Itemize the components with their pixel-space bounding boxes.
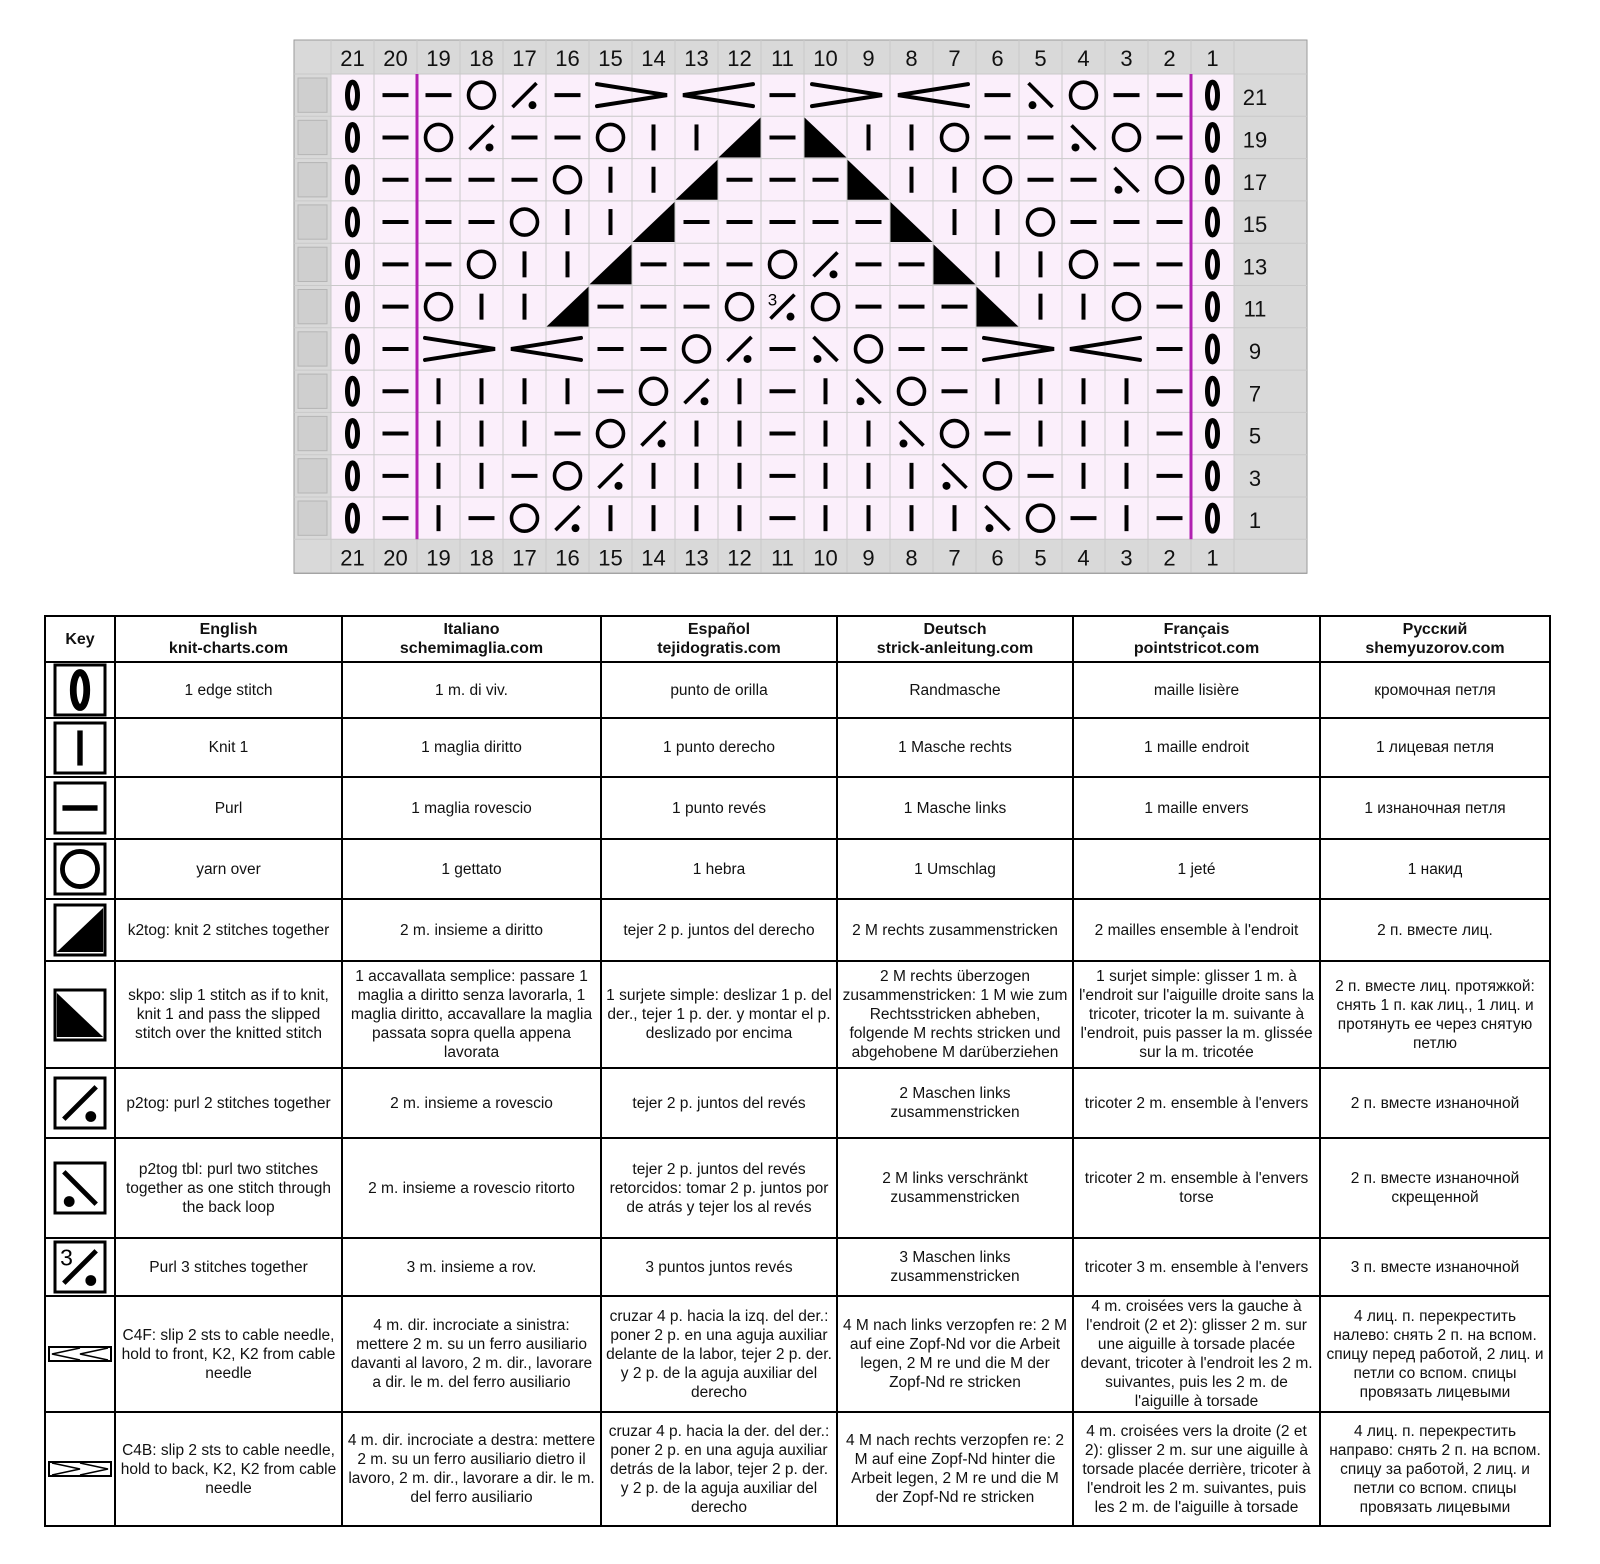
row-number: 7 <box>1248 381 1262 407</box>
key-header-text: English <box>199 621 258 638</box>
key-description-cell: 1 Umschlag <box>837 839 1073 899</box>
key-symbol-cell <box>45 839 115 899</box>
row-number: 9 <box>1248 338 1262 364</box>
column-number-bottom: 1 <box>1206 545 1219 571</box>
column-number-bottom: 6 <box>991 545 1004 571</box>
key-row <box>45 718 1550 777</box>
key-description-cell: 4 лиц. п. перекрестить налево: снять 2 п. на вспом. спицу перед работой, 2 лиц. и петли со вспом. спицы провязать лицевыми <box>1320 1296 1550 1412</box>
svg-text:3: 3 <box>60 1244 73 1271</box>
key-description-cell: tejer 2 p. juntos del revés retorcidos: tomar 2 p. juntos por de atrás y tejer los al revés <box>601 1138 837 1238</box>
key-header-text: Français <box>1163 621 1230 638</box>
key-symbol-cell <box>45 1068 115 1138</box>
key-description-cell: 3 Maschen links zusammenstricken <box>837 1238 1073 1296</box>
key-description-cell: 4 лиц. п. перекрестить направо: снять 2 п. на вспом. спицу за работой, 2 лиц. и петли со вспом. спицы провязать лицевыми <box>1320 1412 1550 1526</box>
key-description-cell: 2 M links verschränkt zusammenstricken <box>837 1138 1073 1238</box>
key-description-cell: skpo: slip 1 stitch as if to knit, knit 1 and pass the slipped stitch over the knitted stitch <box>115 961 342 1068</box>
row-number: 11 <box>1243 296 1267 322</box>
symbol-key-table <box>44 615 1551 1527</box>
column-number-bottom: 8 <box>905 545 918 571</box>
key-description-cell: Purl <box>115 777 342 839</box>
row-number: 19 <box>1242 127 1268 153</box>
column-number-top: 9 <box>862 46 875 71</box>
key-description-cell: 1 surjet simple: glisser 1 m. à l'endroit sur l'aiguille droite sans la tricoter, tricoter la m. suivante à l'endroit, puis passer la m. glissée sur la m. tricotée <box>1073 961 1320 1068</box>
column-number-top: 19 <box>426 46 451 71</box>
column-number-bottom: 11 <box>771 545 794 571</box>
key-header-text: strick-anleitung.com <box>876 640 1034 657</box>
key-row <box>45 662 1550 718</box>
column-number-bottom: 5 <box>1034 545 1047 571</box>
key-header-cell <box>1073 616 1320 662</box>
key-description-cell: 2 M rechts zusammenstricken <box>837 899 1073 961</box>
column-number-bottom: 17 <box>512 545 537 571</box>
svg-text:3: 3 <box>767 290 778 310</box>
key-description-cell: 1 Masche links <box>837 777 1073 839</box>
key-description-cell: tricoter 3 m. ensemble à l'envers <box>1073 1238 1320 1296</box>
key-description-cell: 1 лицевая петля <box>1320 718 1550 777</box>
column-number-bottom: 3 <box>1120 545 1133 571</box>
column-number-top: 17 <box>512 46 537 71</box>
column-number-top: 3 <box>1120 46 1133 71</box>
key-row <box>45 1138 1550 1238</box>
key-symbol-cell <box>45 1296 115 1412</box>
row-number: 17 <box>1242 169 1268 195</box>
key-header-text: Key <box>65 630 95 648</box>
key-header-text: Deutsch <box>923 621 987 638</box>
column-number-bottom: 7 <box>948 545 961 571</box>
key-description-cell: 1 punto revés <box>601 777 837 839</box>
row-number: 15 <box>1242 212 1268 238</box>
row-number: 13 <box>1242 254 1268 280</box>
edge-stitch-icon <box>53 663 107 717</box>
key-description-cell: 1 edge stitch <box>115 662 342 718</box>
key-description-cell: 4 m. croisées vers la droite (2 et 2): glisser 2 m. sur une aiguille à torsade placée derrière, tricoter à l'endroit les 2 m. suivantes, puis les 2 m. de l'aiguille à torsade <box>1073 1412 1320 1526</box>
column-number-top: 14 <box>641 46 666 71</box>
key-description-cell: 1 punto derecho <box>601 718 837 777</box>
yarn-over-icon <box>53 842 107 896</box>
key-description-cell: 2 п. вместе лиц. протяжкой: снять 1 п. как лиц., 1 лиц. и протянуть ее через снятую петлю <box>1320 961 1550 1068</box>
purl-3-together-icon <box>53 1240 107 1294</box>
key-description-cell: tricoter 2 m. ensemble à l'envers <box>1073 1068 1320 1138</box>
key-header-text: knit-charts.com <box>168 640 289 657</box>
key-description-cell: 1 accavallata semplice: passare 1 maglia a diritto senza lavorarla, 1 maglia diritto, accavallare la maglia passata sopra quella appena lavorata <box>342 961 601 1068</box>
key-row <box>45 1238 1550 1296</box>
column-number-bottom: 4 <box>1077 545 1090 571</box>
key-description-cell: Knit 1 <box>115 718 342 777</box>
row-number: 5 <box>1248 423 1262 449</box>
column-number-top: 1 <box>1206 46 1219 71</box>
key-description-cell: 1 изнаночная петля <box>1320 777 1550 839</box>
column-number-bottom: 14 <box>641 545 666 571</box>
column-number-top: 11 <box>771 46 794 71</box>
column-number-bottom: 18 <box>469 545 494 571</box>
column-number-bottom: 16 <box>555 545 580 571</box>
key-description-cell: punto de orilla <box>601 662 837 718</box>
key-description-cell: 1 maglia rovescio <box>342 777 601 839</box>
key-header-text: Español <box>687 621 751 638</box>
key-description-cell: 1 Masche rechts <box>837 718 1073 777</box>
key-description-cell: 4 M nach links verzopfen re: 2 M auf eine Zopf-Nd vor die Arbeit legen, 2 M re und die M der Zopf-Nd re stricken <box>837 1296 1073 1412</box>
key-description-cell: 3 puntos juntos revés <box>601 1238 837 1296</box>
key-description-cell: 2 m. insieme a rovescio ritorto <box>342 1138 601 1238</box>
column-number-top: 5 <box>1034 46 1047 71</box>
key-symbol-cell <box>45 899 115 961</box>
p2tog-icon <box>53 1076 107 1130</box>
key-description-cell: 4 m. dir. incrociate a sinistra: mettere 2 m. su un ferro ausiliario davanti al lavoro, 2 m. dir., lavorare a dir. le m. del ferro ausiliario <box>342 1296 601 1412</box>
row-number: 3 <box>1248 465 1262 491</box>
key-description-cell: tejer 2 p. juntos del revés <box>601 1068 837 1138</box>
key-description-cell: 2 п. вместе лиц. <box>1320 899 1550 961</box>
purl-icon <box>53 781 107 835</box>
column-number-top: 6 <box>991 46 1004 71</box>
key-symbol-cell <box>45 1412 115 1526</box>
column-number-bottom: 21 <box>340 545 365 571</box>
key-description-cell: cruzar 4 p. hacia la izq. del der.: poner 2 p. en una aguja auxiliar delante de la labor, tejer 2 p. der. y 2 p. de la aguja auxiliar del derecho <box>601 1296 837 1412</box>
key-description-cell: C4F: slip 2 sts to cable needle, hold to front, K2, K2 from cable needle <box>115 1296 342 1412</box>
key-row <box>45 899 1550 961</box>
column-number-top: 10 <box>813 46 838 71</box>
column-number-top: 21 <box>340 46 365 71</box>
key-description-cell: 1 maille envers <box>1073 777 1320 839</box>
key-row <box>45 961 1550 1068</box>
key-row <box>45 1296 1550 1412</box>
column-number-bottom: 9 <box>862 545 875 571</box>
column-number-top: 18 <box>469 46 494 71</box>
skpo-icon <box>53 988 107 1042</box>
column-number-bottom: 2 <box>1163 545 1176 571</box>
knitting-chart <box>0 0 1600 590</box>
key-description-cell: tricoter 2 m. ensemble à l'envers torse <box>1073 1138 1320 1238</box>
key-header-cell <box>601 616 837 662</box>
c4f-cable-icon <box>48 1345 112 1363</box>
key-description-cell: 2 mailles ensemble à l'endroit <box>1073 899 1320 961</box>
key-description-cell: 1 jeté <box>1073 839 1320 899</box>
key-description-cell: 1 m. di viv. <box>342 662 601 718</box>
key-symbol-cell <box>45 777 115 839</box>
key-symbol-cell <box>45 662 115 718</box>
column-number-top: 7 <box>948 46 961 71</box>
key-symbol-cell <box>45 1138 115 1238</box>
column-number-bottom: 10 <box>813 545 838 571</box>
key-description-cell: 2 Maschen links zusammenstricken <box>837 1068 1073 1138</box>
key-header-cell <box>342 616 601 662</box>
key-description-cell: 2 п. вместе изнаночной <box>1320 1068 1550 1138</box>
column-number-top: 20 <box>383 46 408 71</box>
key-header-cell <box>45 616 115 662</box>
key-description-cell: tejer 2 p. juntos del derecho <box>601 899 837 961</box>
column-number-bottom: 20 <box>383 545 408 571</box>
key-header-cell <box>115 616 342 662</box>
column-number-top: 2 <box>1163 46 1176 71</box>
key-description-cell: k2tog: knit 2 stitches together <box>115 899 342 961</box>
key-description-cell: 1 hebra <box>601 839 837 899</box>
key-header-row <box>45 616 1550 662</box>
column-number-top: 16 <box>555 46 580 71</box>
key-description-cell: 1 накид <box>1320 839 1550 899</box>
key-description-cell: p2tog tbl: purl two stitches together as one stitch through the back loop <box>115 1138 342 1238</box>
key-header-text: schemimaglia.com <box>399 640 544 657</box>
key-description-cell: кромочная петля <box>1320 662 1550 718</box>
key-description-cell: 4 m. croisées vers la gauche à l'endroit (2 et 2): glisser 2 m. sur une aiguille à torsade placée devant, tricoter à l'endroit les 2 m. suivantes, puis les 2 m. de l'aiguille à torsade <box>1073 1296 1320 1412</box>
key-description-cell: 4 m. dir. incrociate a destra: mettere 2 m. su un ferro ausiliario dietro il lavoro, 2 m. dir., lavorare a dir. le m. del ferro ausiliario <box>342 1412 601 1526</box>
key-header-text: Italiano <box>443 621 500 638</box>
key-description-cell: yarn over <box>115 839 342 899</box>
key-header-text: Русский <box>1402 621 1468 638</box>
key-symbol-cell <box>45 961 115 1068</box>
column-number-bottom: 19 <box>426 545 451 571</box>
key-row <box>45 1412 1550 1526</box>
column-number-top: 4 <box>1077 46 1090 71</box>
column-number-top: 13 <box>684 46 709 71</box>
key-description-cell: p2tog: purl 2 stitches together <box>115 1068 342 1138</box>
key-description-cell: cruzar 4 p. hacia la der. del der.: poner 2 p. en una aguja auxiliar detrás de la labor, tejer 2 p. der. y 2 p. de la aguja auxiliar del derecho <box>601 1412 837 1526</box>
key-description-cell: 2 п. вместе изнаночной скрещенной <box>1320 1138 1550 1238</box>
key-description-cell: 1 maille endroit <box>1073 718 1320 777</box>
key-description-cell: C4B: slip 2 sts to cable needle, hold to back, K2, K2 from cable needle <box>115 1412 342 1526</box>
row-number: 21 <box>1242 85 1268 111</box>
k2tog-icon <box>53 903 107 957</box>
column-number-bottom: 15 <box>598 545 623 571</box>
key-row <box>45 1068 1550 1138</box>
column-number-top: 8 <box>905 46 918 71</box>
key-row <box>45 839 1550 899</box>
column-number-bottom: 12 <box>727 545 752 571</box>
key-description-cell: Purl 3 stitches together <box>115 1238 342 1296</box>
key-description-cell: 2 m. insieme a diritto <box>342 899 601 961</box>
row-number: 1 <box>1248 508 1262 534</box>
key-header-cell <box>1320 616 1550 662</box>
key-description-cell: 4 M nach rechts verzopfen re: 2 M auf eine Zopf-Nd hinter die Arbeit legen, 2 M re und die M der Zopf-Nd re stricken <box>837 1412 1073 1526</box>
key-symbol-cell <box>45 718 115 777</box>
key-row <box>45 777 1550 839</box>
p2tog-tbl-icon <box>53 1161 107 1215</box>
column-number-top: 12 <box>727 46 752 71</box>
key-symbol-cell <box>45 1238 115 1296</box>
knit-icon <box>53 721 107 775</box>
key-header-text: pointstricot.com <box>1133 640 1260 657</box>
key-description-cell: 3 п. вместе изнаночной <box>1320 1238 1550 1296</box>
key-description-cell: 2 m. insieme a rovescio <box>342 1068 601 1138</box>
key-header-text: tejidogratis.com <box>657 640 781 657</box>
key-description-cell: 1 maglia diritto <box>342 718 601 777</box>
key-description-cell: 3 m. insieme a rov. <box>342 1238 601 1296</box>
key-header-cell <box>837 616 1073 662</box>
c4b-cable-icon <box>48 1460 112 1478</box>
column-number-bottom: 13 <box>684 545 709 571</box>
key-description-cell: Randmasche <box>837 662 1073 718</box>
column-number-top: 15 <box>598 46 623 71</box>
key-description-cell: 1 surjete simple: deslizar 1 p. del der., tejer 1 p. der. y montar el p. deslizado por encima <box>601 961 837 1068</box>
key-description-cell: 1 gettato <box>342 839 601 899</box>
key-header-text: shemyuzorov.com <box>1365 640 1505 657</box>
key-description-cell: 2 M rechts überzogen zusammenstricken: 1 M wie zum Rechtsstricken abheben, folgende M rechts stricken und abgehobene M darüberziehen <box>837 961 1073 1068</box>
key-description-cell: maille lisière <box>1073 662 1320 718</box>
